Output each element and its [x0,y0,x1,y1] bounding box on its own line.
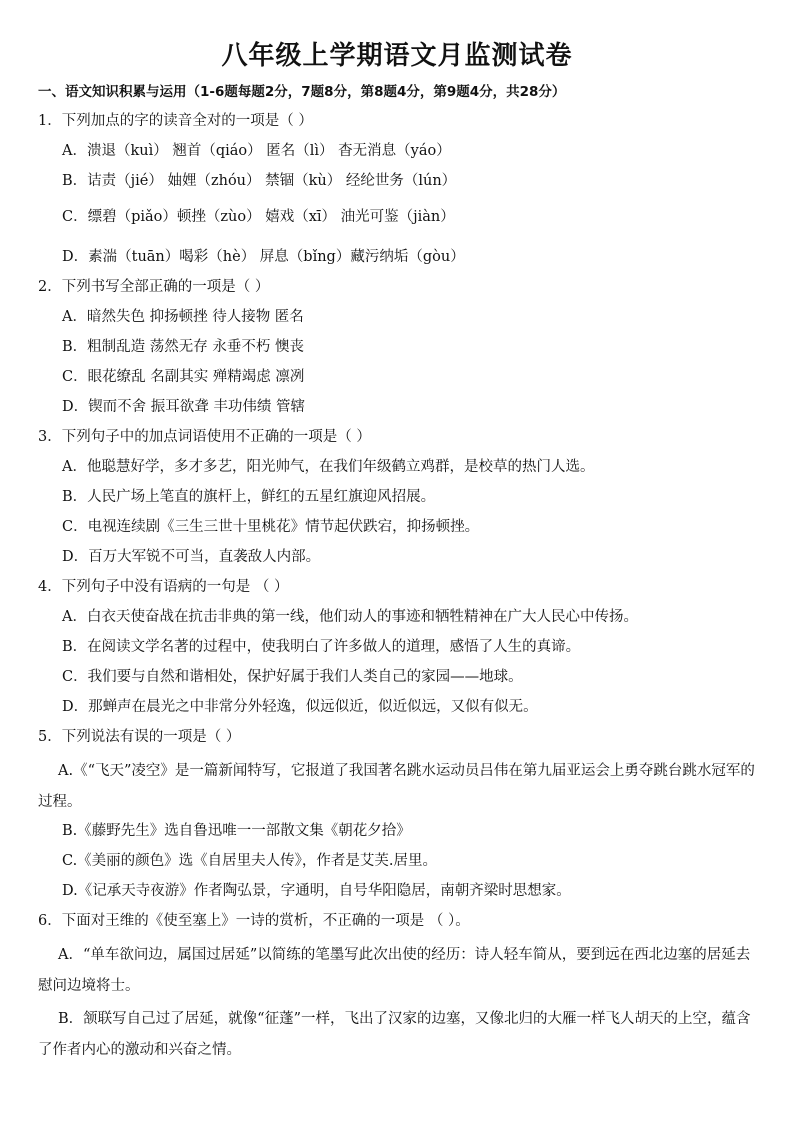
question-stem: 2．下列书写全部正确的一项是（ ） [38,279,270,295]
option-d: D．素湍（tuān）喝彩（hè） 屏息（bǐng）藏污纳垢（gòu） [62,249,465,265]
option-b: B．人民广场上笔直的旗杆上，鲜红的五星红旗迎风招展。 [62,489,436,505]
option-a: A．“单车欲问边，属国过居延”以简练的笔墨写此次出使的经历：诗人轻车简从，要到远在西北边塞的居延去慰问边境将士。 [38,947,751,994]
option-d: D．锲而不舍 振耳欲聋 丰功伟绩 管辖 [62,399,305,415]
option-d: D．百万大军锐不可当，直袭敌人内部。 [62,549,321,565]
option-d: D．那蝉声在晨光之中非常分外轻逸，似远似近，似近似远，又似有似无。 [62,699,538,715]
question-1 [38,110,756,268]
question-3 [38,426,756,568]
option-c: C．眼花缭乱 名副其实 殚精竭虑 凛冽 [62,369,305,385]
option-a: A．暗然失色 抑扬顿挫 待人接物 匿名 [62,309,304,325]
question-2 [38,276,756,418]
option-c: C．缥碧（piǎo）顿挫（zùo） 嬉戏（xī） 油光可鉴（jiàn） [62,209,455,225]
option-a: A．溃退（kuì） 翘首（qiáo） 匿名（lì） 杳无消息（yáo） [62,143,451,159]
section-heading: 一、语文知识积累与运用（1-6题每题2分，7题8分，第8题4分，第9题4分，共28分） [38,84,566,100]
option-b: B．诘责（jié） 妯娌（zhóu） 禁锢（kù） 经纶世务（lún） [62,173,457,189]
option-b: B．粗制乱造 荡然无存 永垂不朽 懊丧 [62,339,304,355]
option-b: B．颔联写自己过了居延，就像“征蓬”一样，飞出了汉家的边塞，又像北归的大雁一样飞人胡天的上空，蕴含了作者内心的激动和兴奋之情。 [38,1011,751,1058]
question-stem: 4．下列句子中没有语病的一句是 （ ） [38,579,289,595]
option-a: A．白衣天使奋战在抗击非典的第一线，他们动人的事迹和牺牲精神在广大人民心中传扬。 [62,609,638,625]
question-stem: 6．下面对王维的《使至塞上》一诗的赏析，不正确的一项是 （ ）。 [38,913,470,929]
question-stem: 1．下列加点的字的读音全对的一项是（ ） [38,113,313,129]
option-b: B．在阅读文学名著的过程中，使我明白了许多做人的道理，感悟了人生的真谛。 [62,639,581,655]
option-b: B.《藤野先生》选自鲁迅唯一一部散文集《朝花夕拾》 [62,823,411,839]
option-c: C.《美丽的颜色》选《自居里夫人传》，作者是艾芙.居里。 [62,853,438,869]
option-a: A．他聪慧好学，多才多艺，阳光帅气，在我们年级鹤立鸡群，是校草的热门人选。 [62,459,595,475]
option-a: A.《“飞天”凌空》是一篇新闻特写，它报道了我国著名跳水运动员吕伟在第九届亚运会上勇夺跳台跳水冠军的过程。 [38,763,755,810]
option-d: D.《记承天寺夜游》作者陶弘景，字通明，自号华阳隐居，南朝齐梁时思想家。 [62,883,571,899]
exam-title: 八年级上学期语文月监测试卷 [221,41,573,71]
option-c: C．我们要与自然和谐相处，保护好属于我们人类自己的家园——地球。 [62,669,523,685]
question-stem: 5．下列说法有误的一项是（ ） [38,729,241,745]
question-6 [38,910,756,1066]
question-stem: 3．下列句子中的加点词语使用不正确的一项是（ ） [38,429,371,445]
option-c: C．电视连续剧《三生三世十里桃花》情节起伏跌宕，抑扬顿挫。 [62,519,480,535]
question-4 [38,576,756,718]
question-5 [38,726,756,902]
